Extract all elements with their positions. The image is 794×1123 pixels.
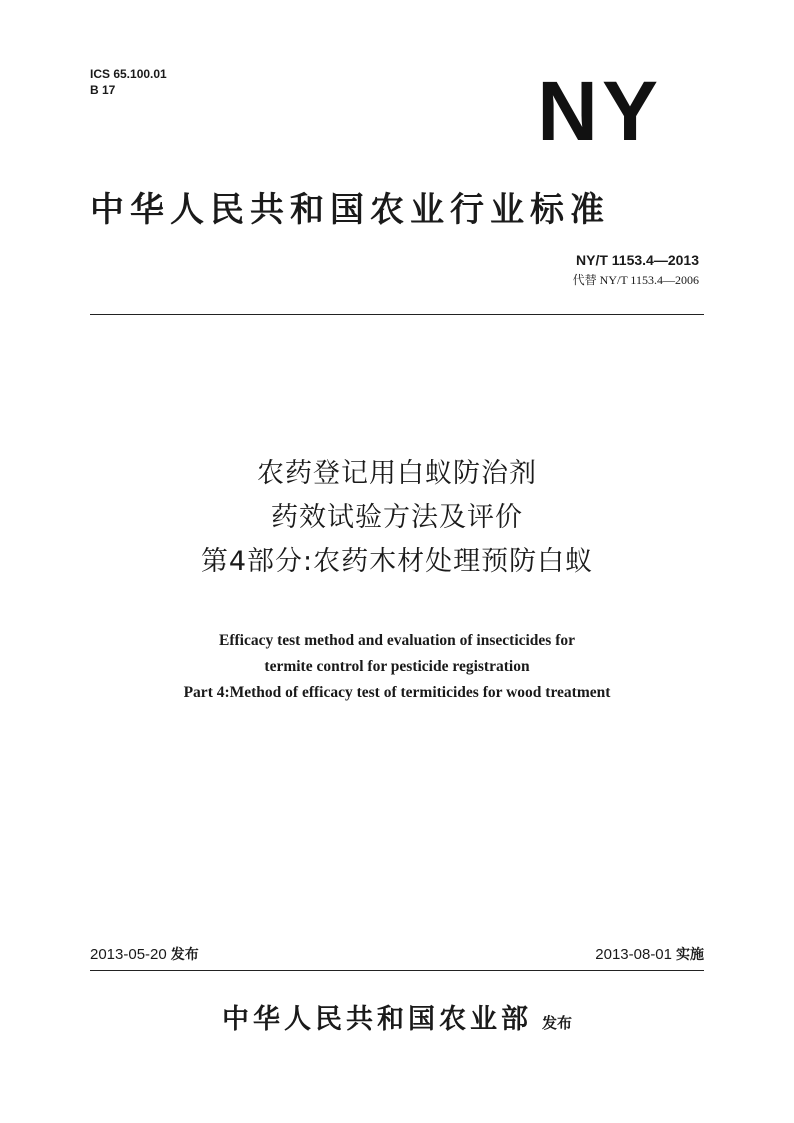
implementation-date-label: 实施 — [676, 947, 704, 963]
standard-category-title: 中华人民共和国农业行业标准 — [90, 190, 610, 230]
issuing-organization: 中华人民共和国农业部 — [221, 1004, 532, 1035]
chinese-title-line: 第4部分:农药木材处理预防白蚁 — [200, 546, 594, 577]
implementation-date — [595, 944, 704, 966]
issue-date — [90, 944, 199, 966]
bottom-divider — [90, 970, 704, 971]
english-title-line: Efficacy test method and evaluation of insecticides for — [218, 632, 576, 649]
chinese-title-line: 药效试验方法及评价 — [271, 502, 523, 533]
standard-number: NY/T 1153.4—2013 — [576, 252, 699, 268]
ics-code: ICS 65.100.01 — [90, 67, 167, 81]
implementation-date-value: 2013-08-01 — [595, 946, 672, 963]
english-title — [60, 628, 734, 706]
top-divider — [90, 314, 704, 315]
english-title-line: Part 4:Method of efficacy test of termiticides for wood treatment — [183, 684, 611, 701]
classification-codes — [90, 66, 167, 98]
ny-logo: NY — [537, 64, 662, 158]
replaces-standard: 代替 NY/T 1153.4—2006 — [572, 273, 699, 287]
chinese-title — [90, 452, 704, 584]
issue-date-label: 发布 — [170, 947, 199, 963]
ccs-code: B 17 — [90, 83, 116, 97]
issuing-authority — [90, 1000, 704, 1043]
english-title-line: termite control for pesticide registration — [264, 658, 530, 675]
chinese-title-line: 农药登记用白蚁防治剂 — [257, 458, 537, 489]
issuing-action: 发布 — [541, 1014, 572, 1032]
issue-date-value: 2013-05-20 — [90, 946, 167, 963]
